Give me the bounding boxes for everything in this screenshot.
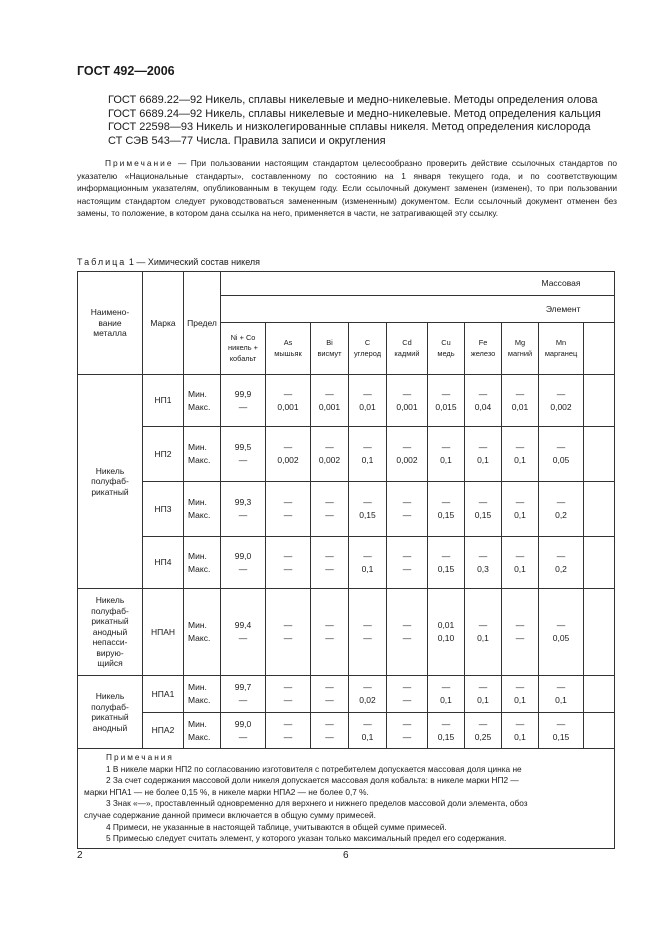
note-line: 3 Знак «—», проставленный одновременно для верхнего и нижнего пределов массовой доли элемента, обоз — [106, 798, 528, 809]
value-cell-continued — [584, 713, 615, 749]
value-cell: — — — [349, 589, 387, 676]
value-cell: — 0,1 — [465, 427, 502, 482]
value-cell: 99,7 — — [221, 676, 266, 713]
value-cell: — — — [311, 537, 349, 589]
composition-table — [77, 271, 615, 849]
value-cell: 99,4 — — [221, 589, 266, 676]
value-cell: 99,9 — — [221, 375, 266, 427]
value-cell: — — — [387, 537, 428, 589]
note-paragraph — [77, 157, 617, 220]
header-element-7: Mg магний — [502, 323, 539, 375]
header-limit: Предел — [184, 272, 221, 375]
value-cell: — 0,15 — [349, 482, 387, 537]
value-cell: — 0,1 — [349, 427, 387, 482]
grade-cell: НПА1 — [143, 676, 184, 713]
value-cell-continued — [584, 676, 615, 713]
grade-cell: НПАН — [143, 589, 184, 676]
value-cell: — — — [266, 676, 311, 713]
reference-item: ГОСТ 22598—93 Никель и низколегированные сплавы никеля. Метод определения кислорода — [108, 121, 591, 134]
value-cell: — 0,1 — [349, 713, 387, 749]
value-cell: — 0,01 — [502, 375, 539, 427]
value-cell: — — — [266, 589, 311, 676]
table-row — [78, 482, 615, 537]
value-cell: — 0,1 — [465, 589, 502, 676]
value-cell: — 0,1 — [502, 676, 539, 713]
table-row — [78, 537, 615, 589]
value-cell: — 0,1 — [502, 427, 539, 482]
header-element-continued — [584, 296, 615, 323]
value-cell-continued — [584, 482, 615, 537]
value-cell: — 0,15 — [465, 482, 502, 537]
note-line: 2 За счет содержания массовой доли никеля допускается массовая доля кобальта: в никеле марки НП2 — — [106, 775, 519, 786]
value-cell: 0,01 0,10 — [428, 589, 465, 676]
value-cell: — — — [266, 713, 311, 749]
value-cell: — — — [311, 589, 349, 676]
reference-list — [108, 94, 628, 148]
header-element-6: Fe железо — [465, 323, 502, 375]
table-row — [78, 713, 615, 749]
document-header: ГОСТ 492—2006 — [77, 64, 175, 78]
grade-cell: НП2 — [143, 427, 184, 482]
value-cell-continued — [584, 427, 615, 482]
value-cell: — — — [502, 589, 539, 676]
limit-cell: Мин. Макс. — [184, 482, 221, 537]
note-text: — При пользовании настоящим стандартом целесообразно проверить действие ссылочных стандартов по указателю «Национальные стандарты», составленному по состоянию на 1 января текущего года, и по соответствующим информационным указателям, опубликованным в текущем году. Если ссылочный документ заменен (изменен), то при пользовании настоящим стандартом следует руководствоваться замененным (измененным) документом. Если ссылочный документ отменен без замены, то положение, в котором дана ссылка на него, применяется в части, не затрагивающей эту ссылку. — [77, 158, 618, 219]
header-element-8: Mn марганец — [539, 323, 584, 375]
note-line: 4 Примеси, не указанные в настоящей таблице, учитываются в общей сумме примесей. — [106, 821, 447, 832]
reference-item: ГОСТ 6689.24—92 Никель, сплавы никелевые и медно-никелевые. Метод определения кальция — [108, 107, 601, 120]
table-caption-label: Таблица — [77, 257, 127, 267]
note-line: 5 Примесью следует считать элемент, у которого указан только максимальный предел его содержания. — [106, 833, 507, 844]
notes-label: Примечания — [106, 752, 174, 762]
header-element: Элемент — [221, 296, 584, 323]
note-label: Примечание — [105, 158, 174, 168]
value-cell: — 0,25 — [465, 713, 502, 749]
header-grade: Марка — [143, 272, 184, 375]
header-element-5: Cu медь — [428, 323, 465, 375]
limit-cell: Мин. Макс. — [184, 676, 221, 713]
value-cell: — 0,05 — [539, 589, 584, 676]
value-cell: — 0,1 — [428, 427, 465, 482]
value-cell-continued — [584, 537, 615, 589]
header-name: Наимено- вание металла — [78, 272, 143, 375]
metal-name-cell: Никель полуфаб- рикатный анодный — [78, 676, 143, 749]
value-cell: — 0,001 — [311, 375, 349, 427]
table-row — [78, 375, 615, 427]
value-cell: — — — [311, 482, 349, 537]
value-cell: — — — [311, 676, 349, 713]
metal-name-cell: Никель полуфаб- рикатный анодный непасси- вирую- щийся — [78, 589, 143, 676]
value-cell: — 0,15 — [539, 713, 584, 749]
value-cell: — — — [266, 482, 311, 537]
note-line: марки НПА1 — не более 0,15 %, в никеле марки НПА2 — не более 0,7 %. — [84, 786, 369, 797]
value-cell: — 0,02 — [349, 676, 387, 713]
value-cell: — 0,1 — [465, 676, 502, 713]
value-cell: — — — [311, 713, 349, 749]
table-row — [78, 676, 615, 713]
value-cell: — 0,002 — [539, 375, 584, 427]
value-cell: 99,5 — — [221, 427, 266, 482]
value-cell: 99,3 — — [221, 482, 266, 537]
table-notes — [78, 749, 615, 849]
value-cell: — 0,1 — [502, 537, 539, 589]
grade-cell: НП4 — [143, 537, 184, 589]
value-cell: — — — [387, 713, 428, 749]
header-mass-continued — [584, 272, 615, 296]
grade-cell: НП1 — [143, 375, 184, 427]
reference-item: ГОСТ 6689.22—92 Никель, сплавы никелевые и медно-никелевые. Методы определения олова — [108, 94, 598, 106]
value-cell-continued — [584, 589, 615, 676]
limit-cell: Мин. Макс. — [184, 537, 221, 589]
value-cell: — 0,001 — [266, 375, 311, 427]
value-cell-continued — [584, 375, 615, 427]
page-number-center: 6 — [343, 850, 349, 861]
table-row — [78, 589, 615, 676]
value-cell: — 0,2 — [539, 482, 584, 537]
note-line: случае содержание данной примеси включается в общую сумму примесей. — [84, 809, 376, 820]
value-cell: — — — [387, 676, 428, 713]
value-cell: — 0,1 — [539, 676, 584, 713]
page-number-left: 2 — [77, 850, 83, 861]
value-cell: — 0,04 — [465, 375, 502, 427]
value-cell: — 0,1 — [349, 537, 387, 589]
reference-item: СТ СЭВ 543—77 Числа. Правила записи и округления — [108, 134, 386, 147]
value-cell: — 0,1 — [502, 482, 539, 537]
limit-cell: Мин. Макс. — [184, 375, 221, 427]
grade-cell: НПА2 — [143, 713, 184, 749]
grade-cell: НП3 — [143, 482, 184, 537]
value-cell: — 0,015 — [428, 375, 465, 427]
header-element-2: Bi висмут — [311, 323, 349, 375]
header-mass: Массовая — [221, 272, 584, 296]
value-cell: — 0,15 — [428, 713, 465, 749]
header-element-continued — [584, 323, 615, 375]
metal-name-cell: Никель полуфаб- рикатный — [78, 375, 143, 589]
value-cell: — 0,15 — [428, 537, 465, 589]
table-caption — [77, 257, 260, 267]
value-cell: — — — [387, 589, 428, 676]
value-cell: — 0,01 — [349, 375, 387, 427]
value-cell: — 0,1 — [428, 676, 465, 713]
header-element-3: C углерод — [349, 323, 387, 375]
header-element-1: As мышьяк — [266, 323, 311, 375]
table-row — [78, 427, 615, 482]
value-cell: — 0,15 — [428, 482, 465, 537]
note-line: 1 В никеле марки НП2 по согласованию изготовителя с потребителем допускается массовая доля цинка не — [106, 763, 522, 774]
limit-cell: Мин. Макс. — [184, 427, 221, 482]
value-cell: — — — [387, 482, 428, 537]
value-cell: 99,0 — — [221, 713, 266, 749]
header-element-0: Ni + Co никель + кобальт — [221, 323, 266, 375]
value-cell: — 0,002 — [266, 427, 311, 482]
limit-cell: Мин. Макс. — [184, 589, 221, 676]
limit-cell: Мин. Макс. — [184, 713, 221, 749]
value-cell: — — — [266, 537, 311, 589]
value-cell: — 0,002 — [387, 427, 428, 482]
value-cell: — 0,2 — [539, 537, 584, 589]
value-cell: — 0,001 — [387, 375, 428, 427]
value-cell: — 0,3 — [465, 537, 502, 589]
value-cell: — 0,002 — [311, 427, 349, 482]
value-cell: — 0,05 — [539, 427, 584, 482]
value-cell: 99,0 — — [221, 537, 266, 589]
table-caption-text: 1 — Химический состав никеля — [128, 257, 261, 267]
value-cell: — 0,1 — [502, 713, 539, 749]
header-element-4: Cd кадмий — [387, 323, 428, 375]
